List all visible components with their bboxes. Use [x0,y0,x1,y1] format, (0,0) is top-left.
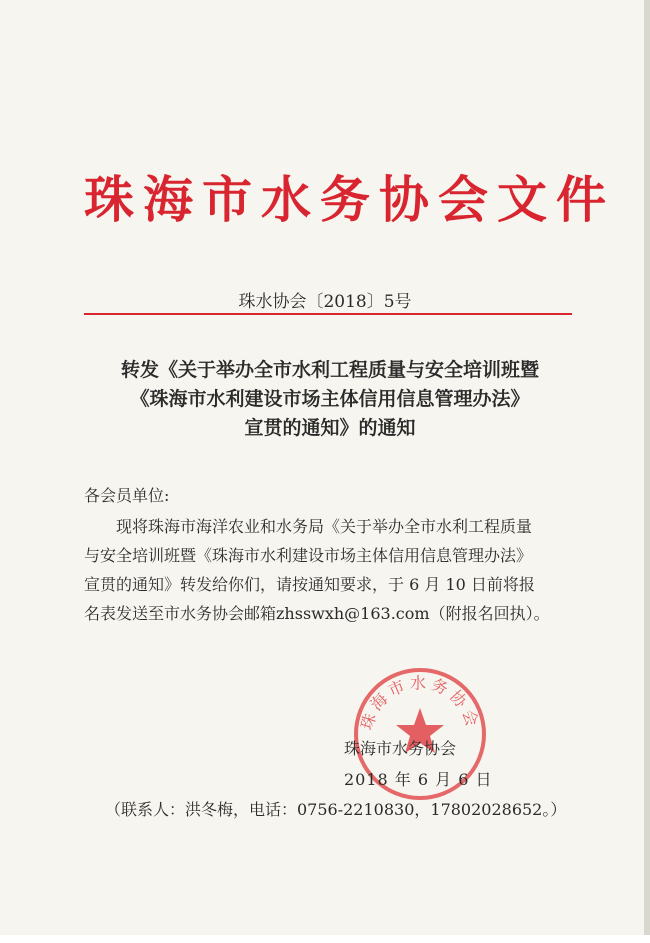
body-line: 名表发送至市水务协会邮箱zhsswxh@163.com（附报名回执）。 [84,604,550,623]
salutation: 各会员单位: [84,486,170,505]
subject-line: 宣贯的通知》的通知 [244,417,416,439]
signature-organization: 珠海市水务协会 [344,739,457,758]
body-line: 宣贯的通知》转发给你们，请按通知要求，于 6 月 10 日前将报 [84,575,535,594]
document-subject [80,356,580,443]
document-header-title: 珠海市水务协会文件 [84,171,615,229]
page-bottom-edge [0,935,650,943]
subject-line: 《珠海市水利建设市场主体信用信息管理办法》 [130,388,530,410]
document-number: 珠水协会〔2018〕5号 [238,292,412,312]
header-divider [84,313,572,315]
subject-line: 转发《关于举办全市水利工程质量与安全培训班暨 [120,359,539,381]
signature-date: 2018 年 6 月 6 日 [344,770,493,789]
body-line: 与安全培训班暨《珠海市水利建设市场主体信用信息管理办法》 [84,546,533,565]
body-paragraph [84,512,574,628]
page-edge [644,0,650,943]
body-line: 现将珠海市海洋农业和水务局《关于举办全市水利工程质量 [116,517,533,536]
seal-text: 珠海市水务协会 [357,673,483,733]
contact-info: （联系人：洪冬梅，电话：0756-2210830，17802028652。） [105,800,567,819]
